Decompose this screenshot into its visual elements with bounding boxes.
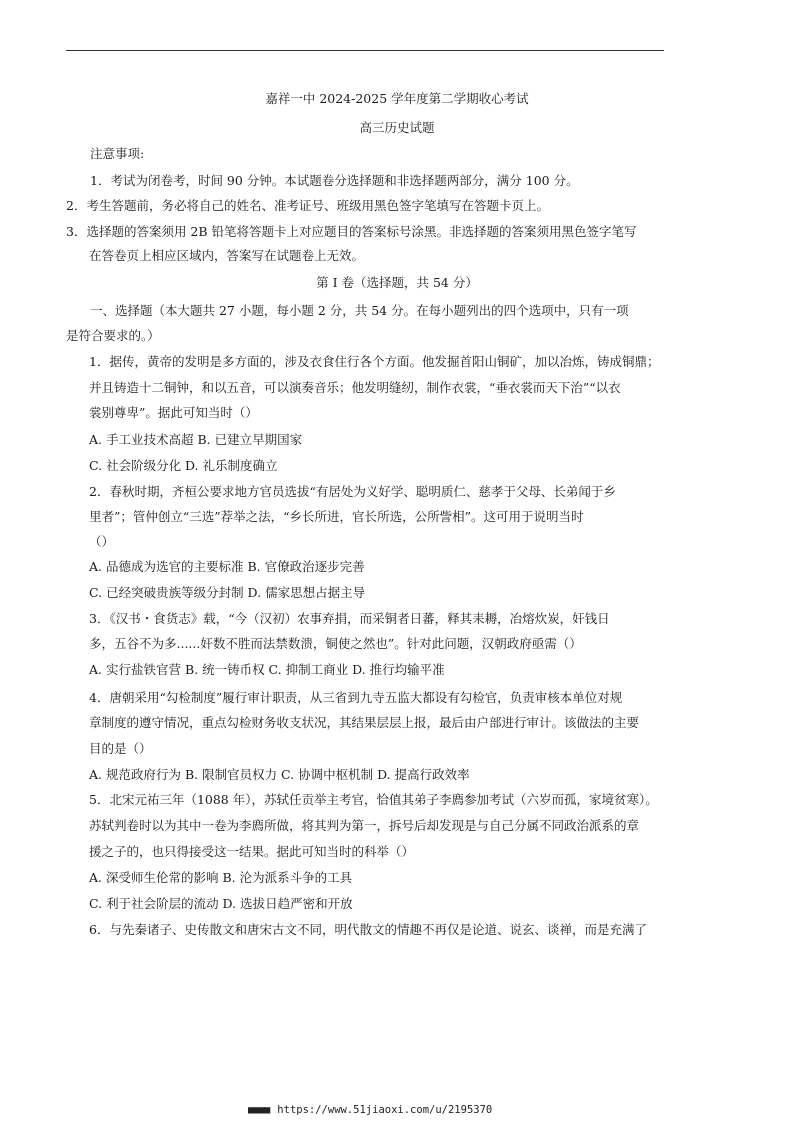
- q1-options-2: C. 社会阶级分化 D. 礼乐制度确立: [89, 458, 278, 473]
- part1-title: 第 I 卷（选择题，共 54 分）: [316, 275, 478, 290]
- notice-item-3-line-2: 在答卷页上相应区域内，答案写在试题卷上无效。: [89, 248, 365, 263]
- q3-options-1: A. 实行盐铁官营 B. 统一铸币权 C. 抑制工商业 D. 推行均输平准: [89, 662, 445, 677]
- q2-line-3: （）: [89, 534, 115, 549]
- q4-line-1: 4．唐朝采用“勾检制度”履行审计职责，从三省到九寺五监大都设有勾检官，负责审核本单位对规: [89, 690, 623, 705]
- q5-line-2: 苏轼判卷时以为其中一卷为李廌所做，将其判为第一，拆号后却发现是与自己分属不同政治派系的章: [89, 818, 640, 833]
- q3-line-1: 3．《汉书・食货志》载，“今（汉初）农事弃捐，而采铜者日蕃，释其耒耨，冶熔炊炭，奸钱日: [89, 611, 610, 626]
- top-rule: [66, 50, 664, 51]
- q2-options-2: C. 已经突破贵族等级分封制 D. 儒家思想占据主导: [89, 585, 366, 600]
- q1-line-3: 裳别尊卑”。据此可知当时（）: [89, 405, 258, 420]
- q4-line-3: 目的是（）: [89, 741, 152, 756]
- notice-item-2: 2．考生答题前，务必将自己的姓名、准考证号、班级用黑色签字笔填写在答题卡页上。: [66, 198, 549, 213]
- q2-line-1: 2．春秋时期，齐桓公要求地方官员选拔“有居处为义好学、聪明质仁、慈孝于父母、长弟闻于乡: [89, 484, 616, 499]
- q4-line-2: 章制度的遵守情况，重点勾检财务收支状况，其结果层层上报，最后由户部进行审计。该做法的主要: [89, 715, 640, 730]
- q1-options-1: A. 手工业技术高超 B. 已建立早期国家: [89, 432, 303, 447]
- q5-line-3: 援之子的，也只得接受这一结果。据此可知当时的科举（）: [89, 844, 415, 859]
- q3-line-2: 多，五谷不为多......奸数不胜而法禁数溃，铜使之然也”。针对此问题，汉朝政府亟需（）: [89, 636, 582, 651]
- notice-heading: 注意事项:: [90, 146, 145, 161]
- q5-options-2: C. 利于社会阶层的流动 D. 选拔日趋严密和开放: [89, 896, 353, 911]
- q1-line-2: 并且铸造十二铜钟，和以五音，可以演奏音乐；他发明缝纫，制作衣裳，“垂衣裳而天下治”“以衣: [89, 380, 621, 395]
- notice-item-1: 1．考试为闭卷考，时间 90 分钟。本试题卷分选择题和非选择题两部分，满分 100 分。: [90, 173, 579, 188]
- q4-options-1: A. 规范政府行为 B. 限制官员权力 C. 协调中枢机制 D. 提高行政效率: [89, 767, 470, 782]
- part1-instructions-line-1: 一、选择题（本大题共 27 小题，每小题 2 分，共 54 分。在每小题列出的四个选项中，只有一项: [90, 303, 629, 318]
- exam-title: 嘉祥一中 2024-2025 学年度第二学期收心考试: [265, 91, 529, 106]
- part1-instructions-line-2: 是符合要求的。）: [66, 328, 160, 343]
- footer-url-link[interactable]: https://www.51jiaoxi.com/u/2195370: [277, 1104, 493, 1116]
- q5-options-1: A. 深受师生伦常的影响 B. 沦为派系斗争的工具: [89, 870, 353, 885]
- footer-watermark-mark: ■■■■: [248, 1104, 270, 1116]
- q2-line-2: 里者”；管仲创立“三选”荐举之法，“乡长所进，官长所选，公所訾相”。这可用于说明当时: [89, 509, 584, 524]
- exam-subtitle: 高三历史试题: [359, 120, 435, 135]
- q6-line-1: 6．与先秦诸子、史传散文和唐宋古文不同，明代散文的情趣不再仅是论道、说玄、谈禅，而是充满了: [89, 922, 647, 937]
- q1-line-1: 1．据传，黄帝的发明是多方面的，涉及衣食住行各个方面。他发掘首阳山铜矿，加以冶炼，铸成铜鼎；: [89, 354, 660, 369]
- q2-options-1: A. 品德成为选官的主要标准 B. 官僚政治逐步完善: [89, 559, 365, 574]
- q5-line-1: 5．北宋元祐三年（1088 年），苏轼任贡举主考官，恰值其弟子李廌参加考试（六岁而孤，家境贫寒）。: [89, 792, 658, 807]
- notice-item-3-line-1: 3．选择题的答案须用 2B 铅笔将答题卡上对应题目的答案标号涂黑。非选择题的答案须用黑色签字笔写: [66, 224, 637, 239]
- footer: [248, 1103, 492, 1117]
